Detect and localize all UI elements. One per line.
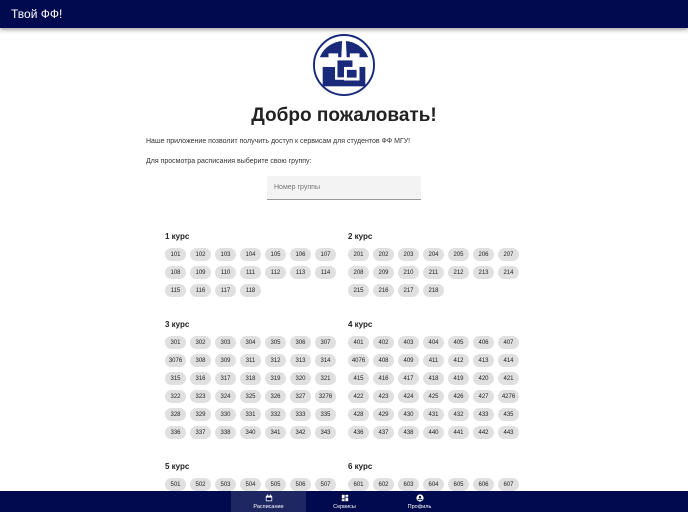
group-chip[interactable]: 301 [165,336,186,349]
group-chip[interactable]: 412 [448,354,469,367]
group-chip[interactable]: 216 [373,284,394,297]
group-chip[interactable]: 602 [373,478,394,491]
group-chip[interactable]: 503 [215,478,236,491]
group-chip[interactable]: 208 [348,266,369,279]
group-chip[interactable]: 207 [498,248,519,261]
nav-profile[interactable] [382,491,457,512]
group-chip[interactable]: 343 [315,426,336,439]
group-chip[interactable]: 210 [398,266,419,279]
group-chip[interactable]: 206 [473,248,494,261]
group-chip[interactable]: 419 [448,372,469,385]
group-chip[interactable]: 314 [315,354,336,367]
group-chip[interactable]: 337 [190,426,211,439]
group-chip[interactable]: 607 [498,478,519,491]
group-chip[interactable]: 116 [190,284,211,297]
group-chip[interactable]: 332 [265,408,286,421]
group-chip[interactable]: 324 [215,390,236,403]
group-chip[interactable]: 308 [190,354,211,367]
app-title: Твой ФФ! [11,7,63,21]
group-chip[interactable]: 426 [448,390,469,403]
group-chip[interactable]: 403 [398,336,419,349]
group-chip[interactable]: 4276 [498,390,519,403]
group-chip[interactable]: 405 [448,336,469,349]
group-chip[interactable]: 312 [265,354,286,367]
group-chip[interactable]: 601 [348,478,369,491]
course-title: 5 курс [165,462,190,471]
group-chip-list [348,248,523,302]
group-chip[interactable]: 3076 [165,354,186,367]
course-1-section [165,232,340,302]
group-chip[interactable]: 114 [315,266,336,279]
group-chip[interactable]: 506 [290,478,311,491]
group-chip[interactable]: 402 [373,336,394,349]
group-chip[interactable]: 316 [190,372,211,385]
group-chip[interactable]: 505 [265,478,286,491]
group-chip[interactable]: 502 [190,478,211,491]
group-chip[interactable]: 117 [215,284,236,297]
group-chip[interactable]: 315 [165,372,186,385]
group-chip[interactable]: 205 [448,248,469,261]
main-content [0,28,688,491]
group-chip[interactable]: 606 [473,478,494,491]
group-chip[interactable]: 438 [398,426,419,439]
group-chip[interactable]: 404 [423,336,444,349]
group-chip[interactable]: 329 [190,408,211,421]
group-chip[interactable]: 338 [215,426,236,439]
group-chip[interactable]: 417 [398,372,419,385]
group-chip[interactable]: 213 [473,266,494,279]
group-chip[interactable]: 416 [373,372,394,385]
calendar-icon [265,494,273,502]
group-chip[interactable]: 413 [473,354,494,367]
group-chip[interactable]: 604 [423,478,444,491]
group-chip-list [165,248,340,302]
group-chip[interactable]: 112 [265,266,286,279]
course-2-section [348,232,523,302]
group-chip[interactable]: 302 [190,336,211,349]
group-chip[interactable]: 305 [265,336,286,349]
group-chip[interactable]: 443 [498,426,519,439]
group-chip[interactable]: 304 [240,336,261,349]
group-chip[interactable]: 204 [423,248,444,261]
nav-schedule-label: Расписание [253,504,284,510]
group-chip[interactable]: 317 [215,372,236,385]
group-chip[interactable]: 201 [348,248,369,261]
group-chip[interactable]: 318 [240,372,261,385]
course-title: 6 курс [348,462,373,471]
group-chip[interactable]: 323 [190,390,211,403]
group-chip[interactable]: 603 [398,478,419,491]
group-chip[interactable]: 211 [423,266,444,279]
group-chip[interactable]: 202 [373,248,394,261]
group-chip[interactable]: 214 [498,266,519,279]
dashboard-icon [341,494,349,502]
group-chip[interactable]: 342 [290,426,311,439]
group-chip[interactable]: 341 [265,426,286,439]
group-chip[interactable]: 330 [215,408,236,421]
course-title: 1 курс [165,232,190,241]
group-chip[interactable]: 340 [240,426,261,439]
course-4-section [348,320,523,444]
group-chip[interactable]: 421 [498,372,519,385]
group-chip[interactable]: 101 [165,248,186,261]
group-chip[interactable]: 320 [290,372,311,385]
group-chip[interactable]: 423 [373,390,394,403]
group-chip[interactable]: 326 [265,390,286,403]
group-chip[interactable]: 418 [423,372,444,385]
group-chip-list [165,478,340,491]
group-chip[interactable]: 436 [348,426,369,439]
group-chip[interactable]: 424 [398,390,419,403]
group-chip-list [165,336,340,444]
group-chip[interactable]: 218 [423,284,444,297]
group-chip[interactable]: 319 [265,372,286,385]
group-chip[interactable]: 321 [315,372,336,385]
group-chip[interactable]: 118 [240,284,261,297]
group-chip[interactable]: 209 [373,266,394,279]
group-number-input[interactable] [267,176,421,200]
group-chip[interactable]: 215 [348,284,369,297]
group-chip[interactable]: 437 [373,426,394,439]
group-chip[interactable]: 333 [290,408,311,421]
group-chip[interactable]: 303 [215,336,236,349]
group-chip[interactable]: 407 [498,336,519,349]
group-chip[interactable]: 113 [290,266,311,279]
group-chip[interactable]: 111 [240,266,261,279]
group-chip[interactable]: 212 [448,266,469,279]
group-chip[interactable]: 429 [373,408,394,421]
group-chip[interactable]: 107 [315,248,336,261]
group-chip[interactable]: 409 [398,354,419,367]
group-chip[interactable]: 425 [423,390,444,403]
group-chip[interactable]: 322 [165,390,186,403]
group-chip[interactable]: 440 [423,426,444,439]
group-chip[interactable]: 108 [165,266,186,279]
course-title: 4 курс [348,320,373,329]
course-title: 3 курс [165,320,190,329]
group-chip[interactable]: 3276 [315,390,336,403]
intro-text: Наше приложение позволит получить доступ к сервисам для студентов ФФ МГУ! [146,138,411,145]
group-chip[interactable]: 336 [165,426,186,439]
group-chip[interactable]: 408 [373,354,394,367]
group-chip[interactable]: 106 [290,248,311,261]
group-chip[interactable]: 203 [398,248,419,261]
group-chip[interactable]: 507 [315,478,336,491]
nav-profile-label: Профиль [407,504,432,510]
group-chip[interactable]: 105 [265,248,286,261]
group-chip[interactable]: 109 [190,266,211,279]
group-chip[interactable]: 309 [215,354,236,367]
group-chip[interactable]: 442 [473,426,494,439]
group-prompt-text: Для просмотра расписания выберите свою группу: [146,158,312,165]
course-6-section [348,462,523,491]
group-chip[interactable]: 115 [165,284,186,297]
group-chip-list [348,336,523,444]
course-5-section [165,462,340,491]
group-chip[interactable]: 104 [240,248,261,261]
group-chip[interactable]: 325 [240,390,261,403]
account-icon [416,494,424,502]
group-chip[interactable]: 103 [215,248,236,261]
group-chip[interactable]: 328 [165,408,186,421]
group-chip[interactable]: 411 [423,354,444,367]
group-chip[interactable]: 217 [398,284,419,297]
group-chip[interactable]: 415 [348,372,369,385]
course-3-section [165,320,340,444]
group-chip[interactable]: 441 [448,426,469,439]
bottom-navigation [0,491,688,512]
group-chip[interactable]: 335 [315,408,336,421]
group-chip[interactable]: 435 [498,408,519,421]
group-chip[interactable]: 433 [473,408,494,421]
group-chip[interactable]: 327 [290,390,311,403]
msu-physics-logo-icon [313,34,375,96]
group-chip[interactable]: 422 [348,390,369,403]
group-chip[interactable]: 430 [398,408,419,421]
group-chip[interactable]: 605 [448,478,469,491]
group-chip[interactable]: 406 [473,336,494,349]
welcome-heading: Добро пожаловать! [251,105,437,126]
group-chip[interactable]: 501 [165,478,186,491]
group-chip[interactable]: 331 [240,408,261,421]
nav-services[interactable] [307,491,382,512]
group-chip[interactable]: 4076 [348,354,369,367]
group-chip[interactable]: 110 [215,266,236,279]
group-chip[interactable]: 313 [290,354,311,367]
group-chip-list [348,478,523,491]
nav-services-label: Сервисы [333,504,356,510]
group-chip[interactable]: 307 [315,336,336,349]
group-chip[interactable]: 414 [498,354,519,367]
top-app-bar [0,0,688,28]
group-chip[interactable]: 401 [348,336,369,349]
group-chip[interactable]: 432 [448,408,469,421]
course-title: 2 курс [348,232,373,241]
nav-schedule[interactable] [231,491,306,512]
group-chip[interactable]: 102 [190,248,211,261]
group-chip[interactable]: 428 [348,408,369,421]
group-chip[interactable]: 306 [290,336,311,349]
group-chip[interactable]: 431 [423,408,444,421]
group-chip[interactable]: 420 [473,372,494,385]
group-chip[interactable]: 504 [240,478,261,491]
group-chip[interactable]: 427 [473,390,494,403]
group-chip[interactable]: 311 [240,354,261,367]
